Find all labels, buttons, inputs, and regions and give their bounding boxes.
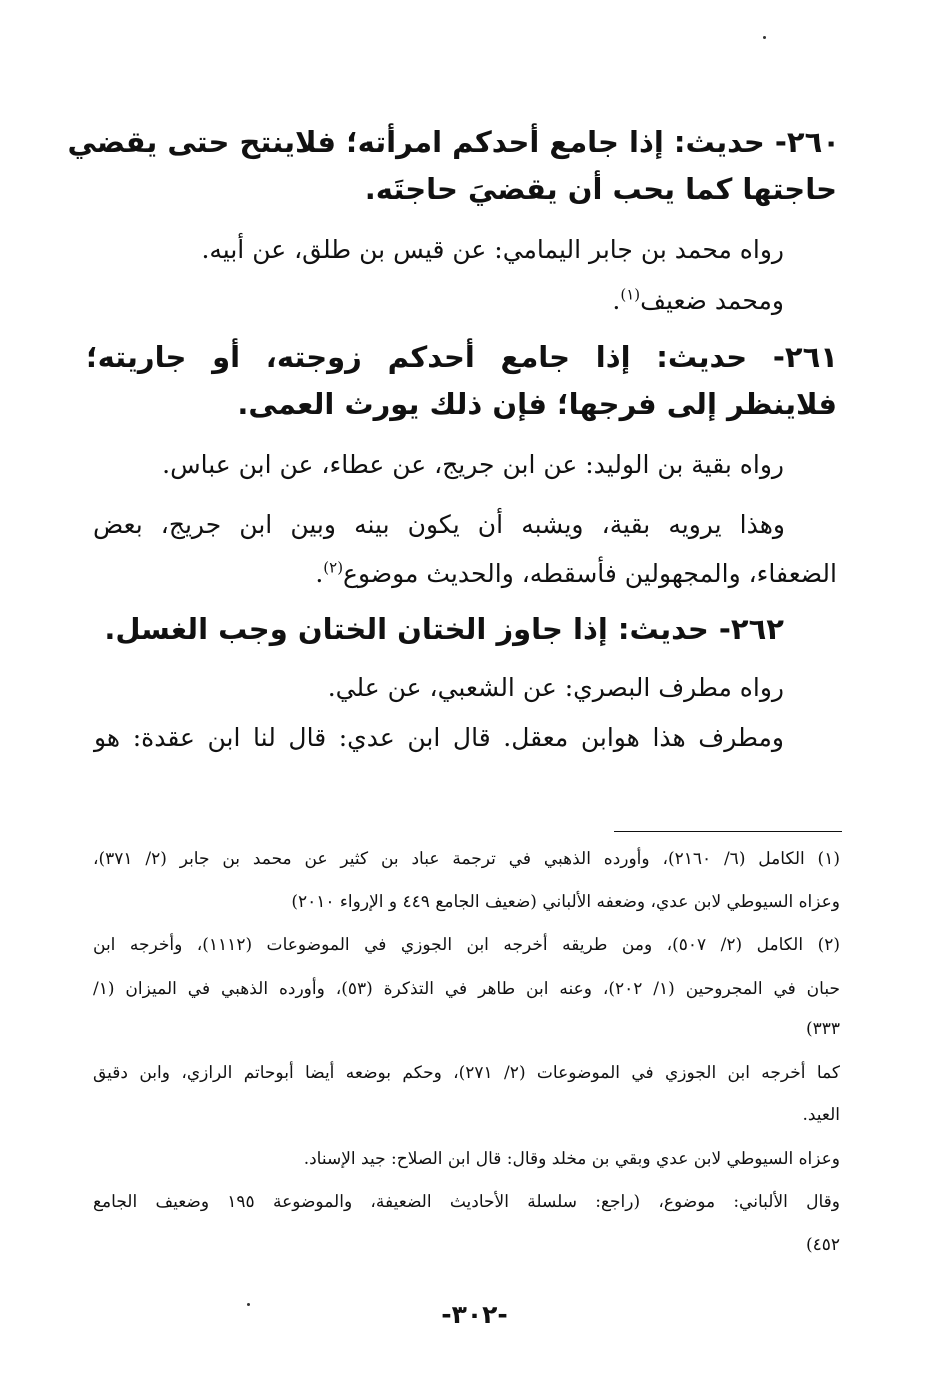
hadith-261-line-2: فلاينظر إلى فرجها؛ فإن ذلك يورث العمى. — [237, 387, 837, 421]
footnote-5-line-2: ٤٥٢) — [805, 1235, 840, 1255]
hadith-260-line-2: حاجتها كما يحب أن يقضيَ حاجتَه. — [364, 172, 837, 206]
hadith-262-line-1: ٢٦٢- حديث: إذا جاوز الختان الختان وجب الغسل. — [104, 612, 784, 646]
footnote-2-line-2: حبان في المجروحين (١/ ٢٠٢)، وعنه ابن طاهر في التذكرة (٥٣)، وأورده الذهبي في الميزان (١/ — [93, 979, 840, 999]
footnote-ref-2: (٢) — [323, 558, 344, 577]
page-number: -٣٠٢- — [441, 1300, 508, 1329]
footnote-1-line-2: وعزاه السيوطي لابن عدي، وضعفه الألباني (ضعيف الجامع ٤٤٩ و الإرواء ٢٠١٠) — [291, 892, 840, 912]
hadith-261-comment-line-2 — [315, 558, 837, 588]
footnote-3-line-1: كما أخرجه ابن الجوزي في الموضوعات (٢/ ٢٧١)، وحكم بوضعه أيضا أبوحاتم الرازي، وابن دقيق — [93, 1063, 840, 1083]
comment-end: . — [315, 559, 324, 588]
hadith-260-narration: رواه محمد بن جابر اليمامي: عن قيس بن طلق، عن أبيه. — [201, 235, 784, 264]
hadith-262-narration: رواه مطرف البصري: عن الشعبي، عن علي. — [327, 673, 784, 702]
grading-text: ومحمد ضعيف — [640, 286, 784, 315]
comment-text: الضعفاء، والمجهولين فأسقطه، والحديث موضوع — [343, 559, 837, 588]
hadith-260-line-1: ٢٦٠- حديث: إذا جامع أحدكم امرأته؛ فلاينتح حتى يقضي — [67, 125, 840, 159]
hadith-260-grading — [612, 285, 784, 315]
footnote-3-line-2: العيد. — [802, 1105, 840, 1125]
footnote-5-line-1: وقال الألباني: موضوع، (راجع: سلسلة الأحاديث الضعيفة، والموضوعة ١٩٥ وضعيف الجامع — [93, 1192, 840, 1212]
hadith-261-line-1: ٢٦١- حديث: إذا جامع أحدكم زوجته، أو جاريته؛ — [86, 340, 838, 374]
footnote-separator — [614, 831, 842, 832]
scan-speck — [247, 1303, 250, 1306]
footnote-2-line-3: ٣٣٣) — [805, 1019, 840, 1039]
footnote-ref-1: (١) — [620, 285, 641, 304]
hadith-261-comment-line-1: وهذا يرويه بقية، ويشبه أن يكون بينه وبين ابن جريج، بعض — [93, 510, 785, 539]
footnote-1-line-1: (١) الكامل (٦/ ٢١٦٠)، وأورده الذهبي في ترجمة عباد بن كثير عن محمد بن جابر (٢/ ٣٧١)، — [93, 849, 840, 869]
hadith-261-narration: رواه بقية بن الوليد: عن ابن جريج، عن عطاء، عن ابن عباس. — [162, 450, 784, 479]
scan-speck — [763, 36, 766, 39]
hadith-262-comment: ومطرف هذا هوابن معقل. قال ابن عدي: قال لنا ابن عقدة: هو — [94, 723, 784, 752]
grading-end: . — [612, 286, 621, 315]
footnote-2-line-1: (٢) الكامل (٢/ ٥٠٧)، ومن طريقه أخرجه ابن الجوزي في الموضوعات (١١١٢)، وأخرجه ابن — [93, 935, 840, 955]
footnote-4-line-1: وعزاه السيوطي لابن عدي وبقي بن مخلد وقال: قال ابن الصلاح: جيد الإسناد. — [303, 1149, 840, 1169]
